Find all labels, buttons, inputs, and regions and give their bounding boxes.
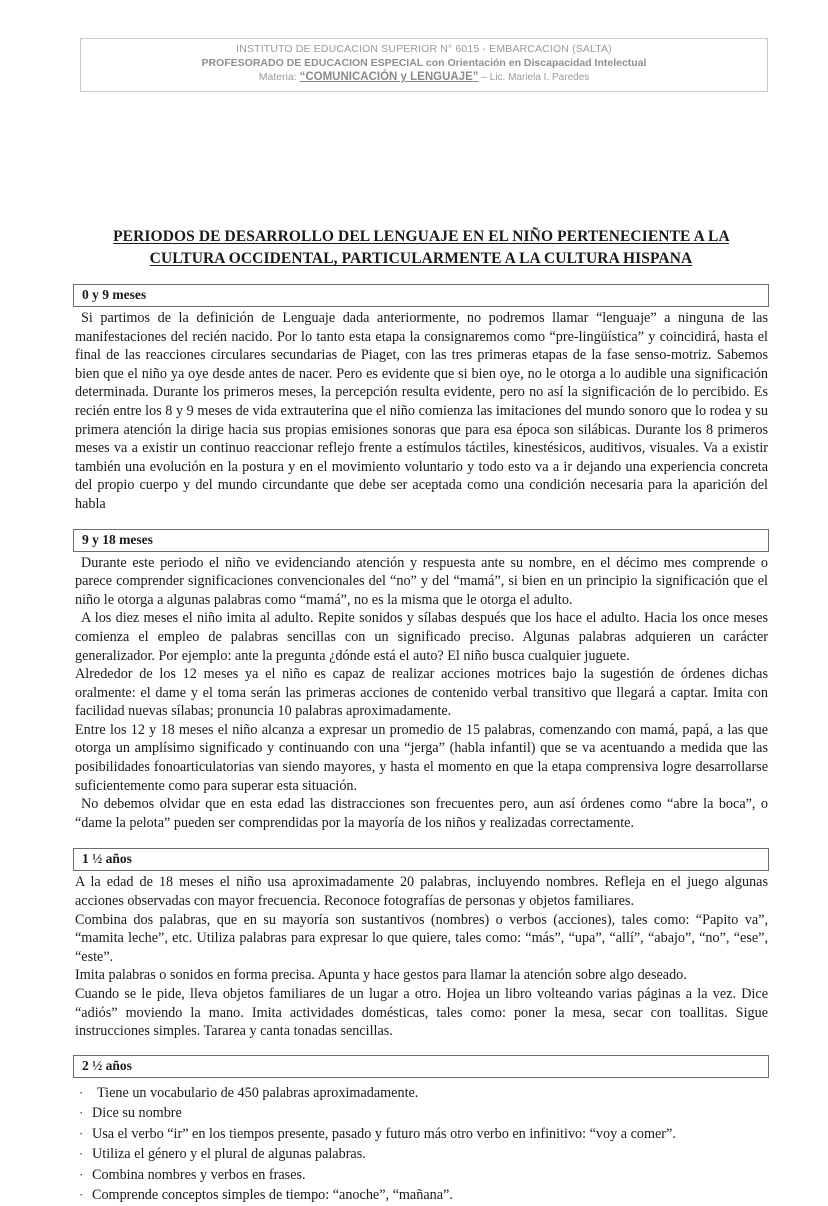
document-body [73,284,769,1206]
section-spacer [73,1041,769,1055]
subject-label: Materia: [258,71,297,83]
subject-name: “COMUNICACIÓN y LENGUAJE” [299,71,479,83]
paragraph: Cuando se le pide, lleva objetos familiares de un lugar a otro. Hojea un libro volteando varias páginas a la vez. Dice “adiós” moviendo la mano. Imita actividades domésticas, tales como: poner la mesa, secar con toallitas. Sigue instrucciones simples. Tararea y canta tonadas sencillas. [75,986,768,1040]
letterhead-subject-line [87,70,761,85]
bullet-dot-icon: · [79,1187,84,1203]
page-title-line-1: PERIODOS DE DESARROLLO DEL LENGUAJE EN EL NIÑO PERTENECIENTE A LA [113,228,729,245]
paragraph: Combina dos palabras, que en su mayoría son sustantivos (nombres) o verbos (acciones), tales como: “Papito va”, “mamita leche”, etc. Utiliza palabras para expresar lo que quiere, tales como: “más”, “upa”, “allí”, “abajo”, “no”, “ese”, “este”. [75,911,768,965]
paragraph: Entre los 12 y 18 meses el niño alcanza a expresar un promedio de 15 palabras, comenzando con mamá, papá, a las que otorga un amplísimo significado y continuando con una “jerga” (habla infantil) que se va acentuando a medida que las posibilidades fonoarticulatorias van siendo mayores, y hasta el momento en que la etapa comprensiva logre desarrollarse suficientemente como para superar esta situación. [75,721,768,794]
bullet-dot-icon: · [79,1084,84,1100]
section-heading-1-medio-anios: 1 ½ años [73,848,769,871]
letterhead-institution: INSTITUTO DE EDUCACION SUPERIOR N° 6015 - EMBARCACION (SALTA) [236,43,612,55]
letterhead-box [80,38,768,92]
bullet-dot-icon: · [79,1146,84,1162]
page-title [74,226,768,270]
section-spacer [73,832,769,848]
list-item [75,1124,769,1145]
letterhead-program: PROFESORADO DE EDUCACION ESPECIAL con Orientación en Discapacidad Intelectual [201,57,647,69]
section-body-2-medio-anios [73,1078,769,1206]
paragraph: A los diez meses el niño imita al adulto. Repite sonidos y sílabas después que los hace el adulto. Hacia los once meses comienza el empleo de palabras sencillas con un significado preciso. Algunas palabras adquieren un carácter generalizador. Por ejemplo: ante la pregunta ¿dónde está el auto? El niño busca cualquier juguete. [75,610,768,664]
paragraph: Alrededor de los 12 meses ya el niño es capaz de realizar acciones motrices bajo la sugestión de órdenes dichas oralmente: el dame y el toma serán las primeras acciones de contenido verbal transitivo que llegará a captar. Imita con facilidad nuevas sílabas; pronuncia 10 palabras aproximadamente. [75,666,768,720]
list-item-text: Comprende conceptos simples de tiempo: “anoche”, “mañana”. [92,1187,453,1204]
section-heading-0-9-meses: 0 y 9 meses [73,284,769,307]
list-item-text: Tiene un vocabulario de 450 palabras aproximadamente. [97,1084,419,1101]
section-body-9-18-meses [73,552,769,833]
list-item-text: Combina nombres y verbos en frases. [92,1166,306,1183]
teacher-name: – Lic. Mariela I. Paredes [481,72,590,83]
section-spacer [73,514,769,529]
list-item-text: Usa el verbo “ir” en los tiempos presente, pasado y futuro más otro verbo en infinitivo: “voy a comer”. [92,1125,676,1142]
list-item [75,1185,769,1206]
section-body-0-9-meses [73,307,769,514]
list-item [75,1165,769,1186]
paragraph: No debemos olvidar que en esta edad las distracciones son frecuentes pero, aun así órdenes como “abre la boca”, o “dame la pelota” pueden ser comprendidas por la mayoría de los niños y realizadas correctamente. [75,796,768,831]
section-heading-9-18-meses: 9 y 18 meses [73,529,769,552]
bullet-dot-icon: · [79,1105,84,1121]
bullet-dot-icon: · [79,1166,84,1182]
section-body-1-medio-anios [73,871,769,1040]
list-item [75,1144,769,1165]
bullet-dot-icon: · [79,1125,84,1141]
paragraph: Imita palabras o sonidos en forma precisa. Apunta y hace gestos para llamar la atención sobre algo deseado. [75,967,687,984]
list-item-text: Utiliza el género y el plural de algunas palabras. [92,1146,366,1163]
list-item [75,1083,769,1104]
list-item-text: Dice su nombre [92,1105,182,1122]
paragraph: A la edad de 18 meses el niño usa aproximadamente 20 palabras, incluyendo nombres. Refleja en el juego algunas acciones observadas con mayor frecuencia. Reconoce fotografías de personas y objetos familiares. [75,874,768,910]
section-heading-2-medio-anios: 2 ½ años [73,1055,769,1078]
page-title-line-2: CULTURA OCCIDENTAL, PARTICULARMENTE A LA CULTURA HISPANA [149,250,693,267]
paragraph: Si partimos de la definición de Lenguaje dada anteriormente, no podremos llamar “lenguaje” a ninguna de las manifestaciones del recién nacido. Por lo tanto esta etapa la consignaremos como “pre-lingüística” y coincidirá, hasta el final de las reacciones circulares secundarias de Piaget, con las tres primeras etapas de la fase senso-motriz. Sabemos bien que el niño ya oye desde antes de nacer. Pero es evidente que si bien oye, no le otorga a lo audible una significación determinada. Durante los primeros meses, la percepción resulta evidente, pero no así la significación de lo percibido. Es recién entre los 8 y 9 meses de vida extrauterina que el niño comienza las imitaciones del mundo sonoro que lo rodea y su primera atención la dirige hacia sus propias emisiones sonoras que para esa época son silábicas. Durante los 8 primeros meses va a existir un continuo reaccionar reflejo frente a estímulos táctiles, kinestésicos, auditivos, visuales. Va a existir también una evolución en la postura y en el movimiento voluntario y todo esto va a ir dejando una experiencia concreta del propio cuerpo y del mundo circundante que debe ser aceptada como una condición necesaria para la aparición del habla [75,310,768,512]
paragraph: Durante este periodo el niño ve evidenciando atención y respuesta ante su nombre, en el décimo mes comprende o parece comprender significaciones convencionales del “no” y del “mamá”, si bien en un principio la significación que el niño le otorga a algunas palabras como “mamá”, no es la misma que le otorga el adulto. [75,554,768,608]
list-item [75,1103,769,1124]
